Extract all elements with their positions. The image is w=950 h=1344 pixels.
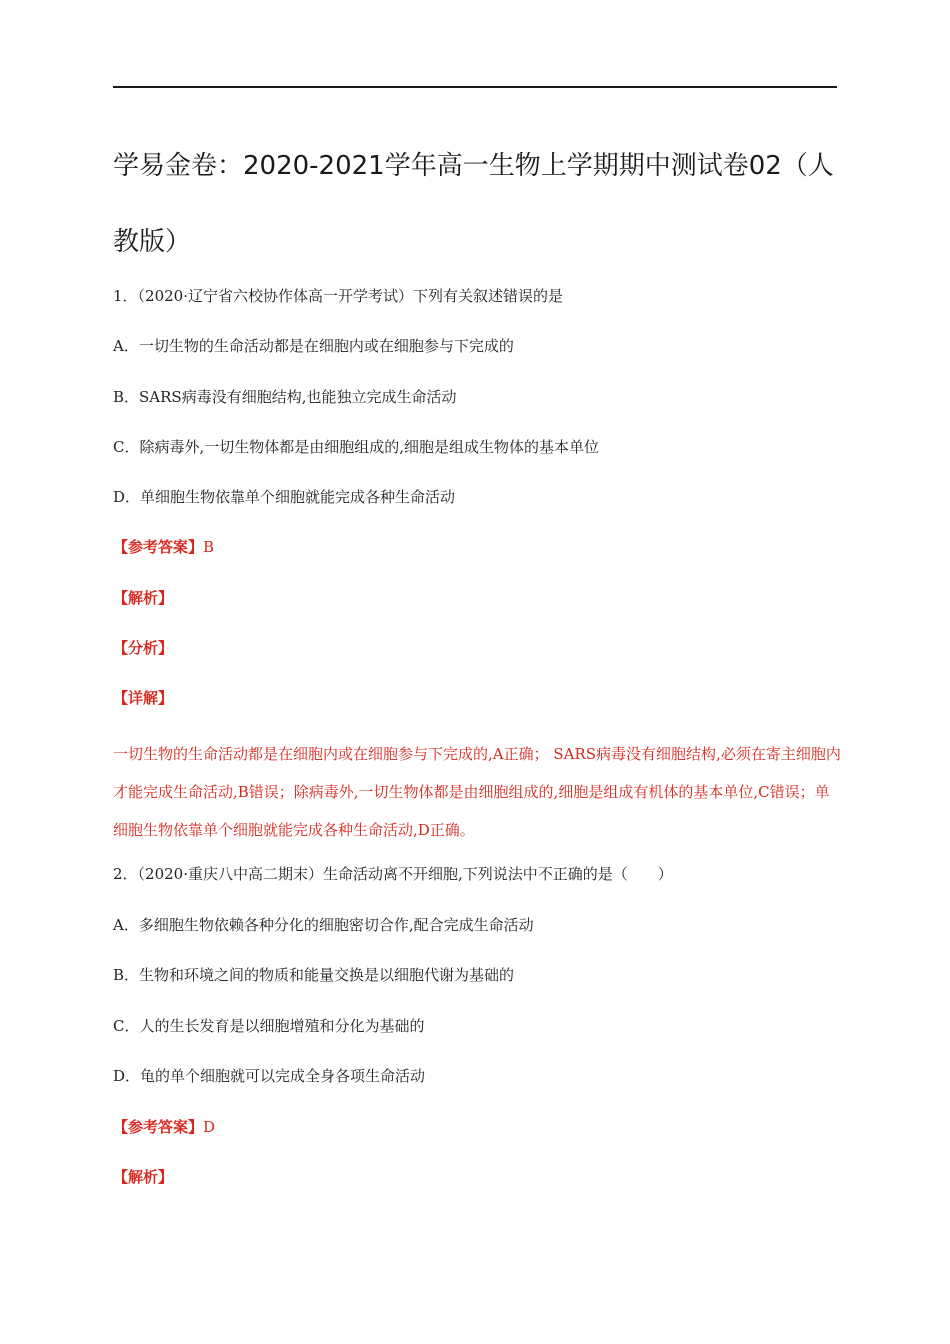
q1-answer-value: B bbox=[203, 538, 215, 556]
q1-explanation: 一切生物的生命活动都是在细胞内或在细胞参与下完成的,A正确； SARS病毒没有细胞结构,必须在寄主细胞内才能完成生命活动,B错误；除病毒外,一切生物体都是由细胞组成的,细胞是组成有机体的基本单位,C错误；单细胞生物依靠单个细胞就能完成各种生命活动,D正确。 bbox=[113, 745, 841, 839]
q2-option-c: C．人的生长发育是以细胞增殖和分化为基础的 bbox=[113, 1017, 425, 1035]
q2-answer-label: 【参考答案】 bbox=[113, 1118, 204, 1136]
q1-option-a: A．一切生物的生命活动都是在细胞内或在细胞参与下完成的 bbox=[113, 337, 514, 355]
q2-jiexi-label: 【解析】 bbox=[113, 1168, 174, 1186]
q1-option-b: B．SARS病毒没有细胞结构,也能独立完成生命活动 bbox=[113, 388, 457, 406]
q1-option-c: C．除病毒外,一切生物体都是由细胞组成的,细胞是组成生物体的基本单位 bbox=[113, 438, 600, 456]
q1-answer-label: 【参考答案】 bbox=[113, 538, 204, 556]
q2-option-d: D．龟的单个细胞就可以完成全身各项生命活动 bbox=[113, 1067, 426, 1085]
q1-fenxi-label: 【分析】 bbox=[113, 639, 174, 657]
q2-stem: 2．（2020·重庆八中高二期末）生命活动离不开细胞,下列说法中不正确的是（ ） bbox=[113, 865, 673, 883]
q2-answer bbox=[113, 1117, 843, 1137]
q1-answer bbox=[113, 537, 843, 557]
document-title: 学易金卷：2020-2021学年高一生物上学期期中测试卷02（人教版） bbox=[113, 151, 834, 257]
header-rule bbox=[113, 86, 837, 88]
q1-jiexi-label: 【解析】 bbox=[113, 589, 174, 607]
q1-stem: 1．（2020·辽宁省六校协作体高一开学考试）下列有关叙述错误的是 bbox=[113, 287, 563, 305]
q2-option-a: A．多细胞生物依赖各种分化的细胞密切合作,配合完成生命活动 bbox=[113, 916, 534, 934]
q2-answer-value: D bbox=[203, 1118, 216, 1136]
q2-option-b: B．生物和环境之间的物质和能量交换是以细胞代谢为基础的 bbox=[113, 966, 515, 984]
q1-xiangjie-label: 【详解】 bbox=[113, 689, 174, 707]
q1-option-d: D．单细胞生物依靠单个细胞就能完成各种生命活动 bbox=[113, 488, 456, 506]
